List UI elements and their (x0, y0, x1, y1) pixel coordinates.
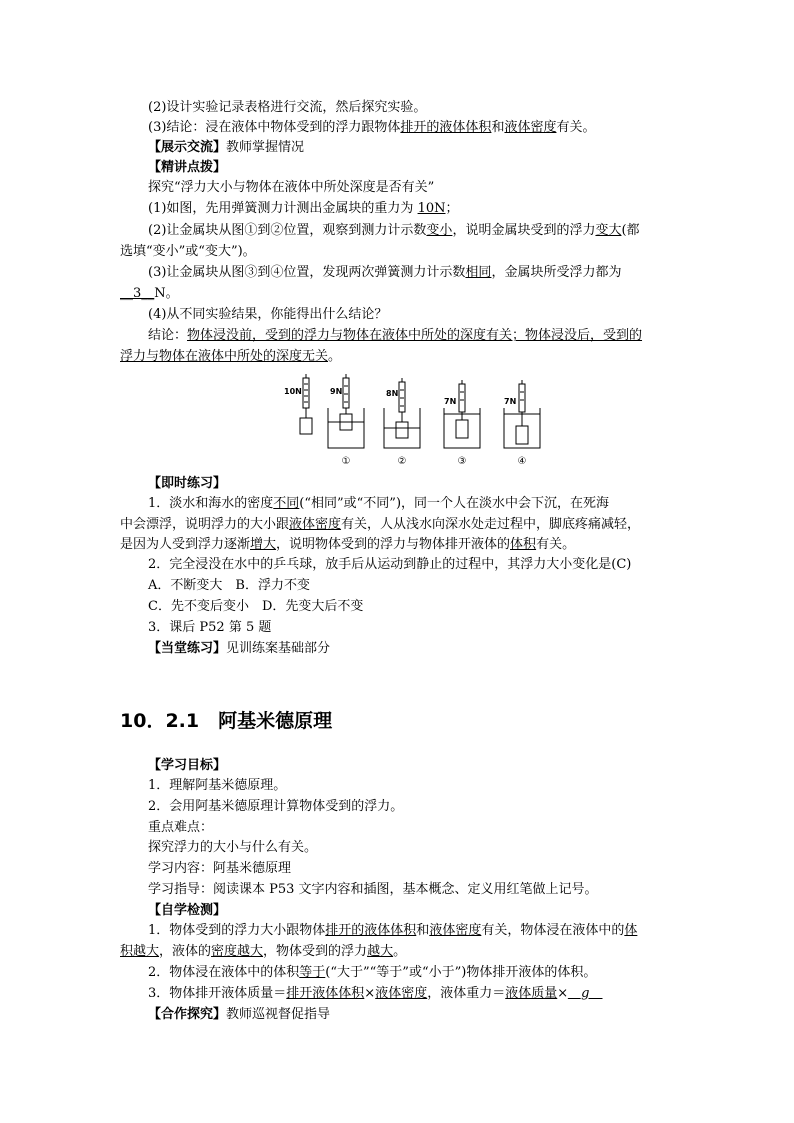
text: 中会漂浮，说明浮力的大小跟 (120, 517, 290, 532)
answer: 液体密度 (429, 923, 482, 938)
answer: 增大 (250, 537, 277, 552)
text-line (120, 515, 640, 535)
text: (“大于”“等于”或“小于”)物体排开液体的体积。 (325, 965, 597, 980)
answer: 越大 (367, 944, 394, 959)
scale-label: 7N (504, 397, 517, 406)
text: 教师巡视督促指导 (226, 1007, 331, 1022)
answer: 积越大 (120, 944, 160, 959)
text: 2．物体浸在液体中的体积 (148, 965, 300, 980)
text-line (148, 597, 363, 617)
answer: ＿g＿ (568, 986, 603, 1001)
text-line (148, 305, 387, 325)
text: × (364, 986, 376, 1001)
text: (都 (621, 223, 640, 238)
text: 选填“变小”或“变大”)。 (120, 244, 256, 259)
text-line (148, 963, 596, 983)
text-line (148, 639, 330, 659)
answer: 不同 (273, 496, 300, 511)
beaker-2 (384, 378, 420, 466)
text: ； (445, 201, 459, 216)
text: 见训练案基础部分 (226, 641, 331, 656)
text-line (148, 880, 598, 900)
text-line (148, 859, 291, 879)
text: 3．物体排开液体质量＝ (148, 986, 287, 1001)
text: 1．物体受到的浮力大小跟物体 (148, 923, 326, 938)
text: 探究浮力的大小与什么有关。 (148, 840, 318, 855)
text: N。 (154, 286, 179, 301)
figure-number: ① (341, 456, 351, 466)
scale-label: 8N (386, 389, 399, 398)
text-line (148, 921, 637, 941)
text-line (148, 98, 426, 118)
text: 。 (328, 349, 342, 364)
heading: 【展示交流】 (148, 140, 227, 155)
answer: 排开液体体积 (286, 986, 365, 1001)
text-line (148, 555, 631, 575)
text-line (148, 818, 213, 838)
beaker-4 (504, 380, 540, 466)
text-line (148, 776, 286, 796)
text-line (148, 838, 317, 858)
text: 【精讲点拨】 (148, 160, 227, 175)
text: 有关，物体浸在液体中的 (481, 923, 625, 938)
text-line (148, 221, 640, 241)
answer: 液体质量 (505, 986, 558, 1001)
text: (“相同”或“不同”)，同一个人在淡水中会下沉，在死海 (299, 496, 610, 511)
text-line (120, 535, 575, 555)
text: (3)结论：浸在液体中物体受到的浮力跟物体 (148, 120, 401, 135)
answer: 液体密度 (375, 986, 428, 1001)
text-line (148, 199, 459, 219)
text: ，液体的 (159, 944, 212, 959)
text: ，液体重力＝ (427, 986, 506, 1001)
text-line (148, 326, 642, 346)
text-line (120, 242, 256, 262)
figure-number: ③ (457, 456, 467, 466)
text-line (120, 284, 179, 304)
beaker-3 (444, 380, 480, 466)
text-line (120, 347, 341, 367)
text: C．先不变后变小 D．先变大后不变 (148, 599, 364, 614)
scale-label: 10N (284, 387, 302, 396)
heading (148, 158, 226, 178)
text: 有关。 (536, 537, 576, 552)
text: ，物体受到的浮力 (263, 944, 368, 959)
answer: 液体密度 (504, 120, 557, 135)
answer: 排开的液体体积 (325, 923, 417, 938)
answer: 密度越大 (211, 944, 264, 959)
text-line (148, 178, 434, 198)
text-line (148, 984, 602, 1004)
text: A．不断变大 B．浮力不变 (148, 578, 310, 593)
scale-label: 7N (444, 397, 457, 406)
text: 探究“浮力大小与物体在液体中所处深度是否有关” (148, 180, 435, 195)
text: 学习指导：阅读课本 P53 文字内容和插图，基本概念、定义用红笔做上记号。 (148, 882, 598, 897)
answer: 物体浸没前，受到的浮力与物体在液体中所处的深度有关；物体浸没后，受到的 (187, 328, 643, 343)
text-line (148, 618, 271, 638)
text: (3)让金属块从图③到④位置，发现两次弹簧测力计示数 (148, 265, 466, 280)
text: 有关。 (556, 120, 596, 135)
heading (148, 474, 226, 494)
text: 【学习目标】 (148, 758, 227, 773)
text: ，说明金属块受到的浮力 (452, 223, 596, 238)
answer: 10N (417, 201, 446, 216)
figure-number: ④ (517, 456, 527, 466)
text: ，金属块所受浮力都为 (491, 265, 622, 280)
text: 1．淡水和海水的密度 (148, 496, 274, 511)
text: 2．完全浸没在水中的乒乓球，放手后从运动到静止的过程中，其浮力大小变化是(C) (148, 557, 632, 572)
text-line (148, 138, 304, 158)
scale-label: 9N (330, 387, 343, 396)
text: (2)设计实验记录表格进行交流，然后探究实验。 (148, 100, 427, 115)
text: 结论： (148, 328, 188, 343)
text: 3．课后 P52 第 5 题 (148, 620, 272, 635)
text: 学习内容：阿基米德原理 (148, 861, 292, 876)
answer: 体 (624, 923, 638, 938)
text: (1)如图，先用弹簧测力计测出金属块的重力为 (148, 201, 418, 216)
section-title: 10．2.1 阿基米德原理 (120, 710, 333, 732)
spring-scale-0 (284, 374, 312, 434)
spring-scale-figure (284, 374, 544, 466)
text-line (148, 1005, 330, 1025)
beaker-1 (328, 374, 364, 466)
text: 和 (491, 120, 505, 135)
text: 【即时练习】 (148, 476, 227, 491)
text-line (148, 118, 595, 138)
answer: 等于 (299, 965, 326, 980)
figure-number: ② (397, 456, 407, 466)
heading: 【合作探究】 (148, 1007, 227, 1022)
text: 和 (416, 923, 430, 938)
text: 重点难点： (148, 820, 214, 835)
text: (4)从不同实验结果，你能得出什么结论？ (148, 307, 388, 322)
text: 1．理解阿基米德原理。 (148, 778, 287, 793)
heading (148, 756, 226, 776)
text-line (148, 576, 310, 596)
text: 教师掌握情况 (226, 140, 305, 155)
answer: 液体密度 (289, 517, 342, 532)
text: 。 (393, 944, 407, 959)
answer: 变小 (426, 223, 453, 238)
text-line (120, 942, 406, 962)
text: (2)让金属块从图①到②位置，观察到测力计示数 (148, 223, 427, 238)
answer: 相同 (465, 265, 492, 280)
answer: 排开的液体体积 (400, 120, 492, 135)
text-line (148, 797, 403, 817)
answer: __3__ (120, 286, 155, 301)
text: 是因为人受到浮力逐渐 (120, 537, 251, 552)
text: 有关，人从浅水向深水处走过程中，脚底疼痛减轻， (341, 517, 641, 532)
answer: 浮力与物体在液体中所处的深度无关 (120, 349, 329, 364)
text: 2．会用阿基米德原理计算物体受到的浮力。 (148, 799, 404, 814)
text: × (557, 986, 569, 1001)
answer: 变大 (595, 223, 622, 238)
text-line (148, 263, 621, 283)
text: ，说明物体受到的浮力与物体排开液体的 (276, 537, 511, 552)
heading: 【当堂练习】 (148, 641, 227, 656)
text: 【自学检测】 (148, 903, 227, 918)
answer: 体积 (510, 537, 537, 552)
heading (148, 901, 226, 921)
text-line (148, 494, 609, 514)
